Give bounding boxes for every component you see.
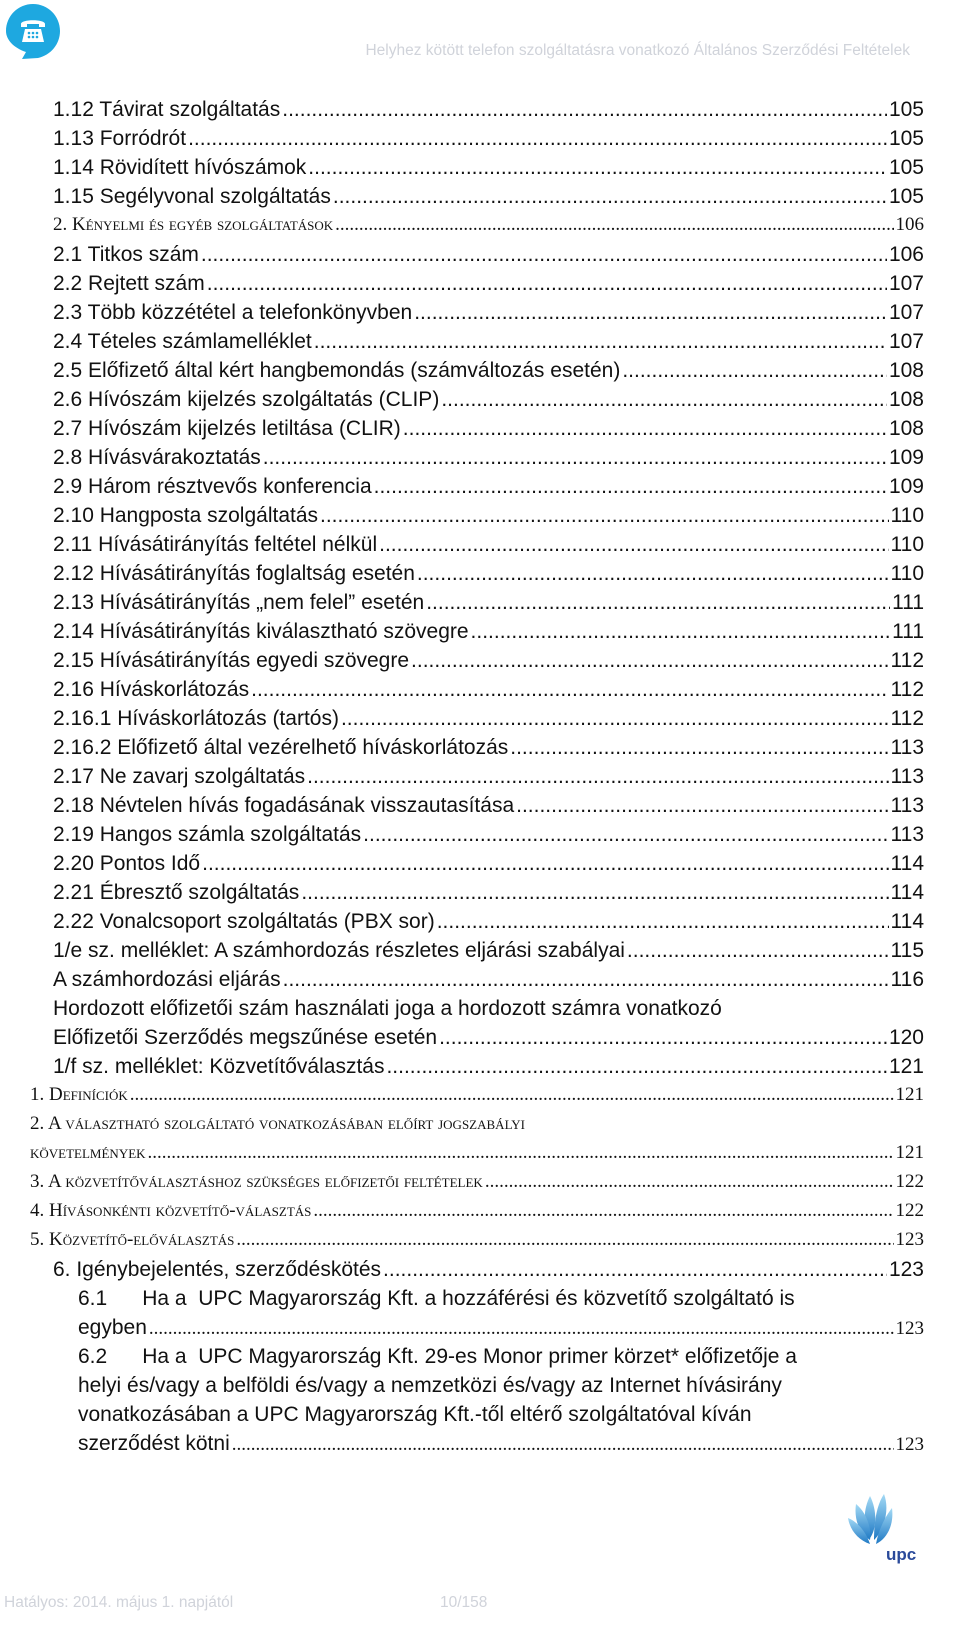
toc-row [0,678,960,707]
toc-entry[interactable]: 2.15 Hívásátirányítás egyedi szövegre ..... 112 [53,649,924,673]
toc-entry[interactable]: 2.12 Hívásátirányítás foglaltság esetén ..... 110 [53,562,924,586]
toc-row [0,98,960,127]
toc-entry[interactable]: 2.16.1 Híváskorlátozás (tartós) ..... 112 [53,707,924,731]
toc-entry[interactable]: 2.16 Híváskorlátozás ..... 112 [53,678,924,702]
toc-row [0,736,960,765]
table-of-contents [0,98,960,1461]
toc-entry[interactable]: 1/f sz. melléklet: Közvetítőválasztás ..... 121 [53,1055,924,1079]
footer-page-number: 10/158 [440,1594,488,1611]
toc-entry[interactable]: 1.14 Rövidített hívószámok ..... 105 [53,156,924,180]
toc-row [0,562,960,591]
toc-row [0,1287,960,1316]
toc-entry[interactable]: 2.6 Hívószám kijelzés szolgáltatás (CLIP) ..... 108 [53,388,924,412]
toc-entry[interactable]: 1.15 Segélyvonal szolgáltatás ..... 105 [53,185,924,209]
header-title: Helyhez kötött telefon szolgáltatásra vonatkozó Általános Szerződési Feltételek [365,42,910,59]
toc-row [0,417,960,446]
toc-entry[interactable]: 2.18 Névtelen hívás fogadásának visszautasítása ..... 113 [53,794,924,818]
toc-row [0,765,960,794]
toc-entry[interactable]: 2.20 Pontos Idő ..... 114 [53,852,924,876]
toc-row [0,359,960,388]
toc-row [0,475,960,504]
toc-entry[interactable]: szerződést kötni ..... 123 [78,1432,924,1456]
toc-row [0,591,960,620]
toc-entry[interactable]: 2.1 Titkos szám ..... 106 [53,243,924,267]
toc-row [0,707,960,736]
toc-row [0,127,960,156]
toc-row [0,1316,960,1345]
toc-row [0,939,960,968]
toc-entry[interactable]: 2.3 Több közzététel a telefonkönyvben ..... 107 [53,301,924,325]
toc-row [0,156,960,185]
toc-row [0,1258,960,1287]
toc-entry[interactable]: 2.19 Hangos számla szolgáltatás ..... 113 [53,823,924,847]
toc-entry[interactable]: 2.22 Vonalcsoport szolgáltatás (PBX sor) ..... 114 [53,910,924,934]
toc-row [0,1171,960,1200]
toc-entry[interactable]: 3. A közvetítőválasztáshoz szükséges előfizetői feltételek ..... 122 [30,1171,924,1193]
toc-entry[interactable]: 1.12 Távirat szolgáltatás ..... 105 [53,98,924,122]
footer-effective-date: Hatályos: 2014. május 1. napjától [4,1594,234,1611]
toc-row [0,1142,960,1171]
toc-row [0,504,960,533]
toc-entry[interactable]: egyben ..... 123 [78,1316,924,1340]
toc-row [0,997,960,1026]
toc-row [0,272,960,301]
toc-entry[interactable]: 5. Közvetítő-előválasztás ..... 123 [30,1229,924,1251]
toc-entry[interactable]: 2.10 Hangposta szolgáltatás ..... 110 [53,504,924,528]
toc-row [0,185,960,214]
toc-row [0,214,960,243]
toc-entry-line: 6.2 Ha a UPC Magyarország Kft. 29-es Monor primer körzet* előfizetője a [78,1345,797,1368]
toc-entry[interactable]: 2.13 Hívásátirányítás „nem felel” esetén ..... 111 [53,591,924,615]
toc-entry[interactable]: 2.4 Tételes számlamelléklet ..... 107 [53,330,924,354]
toc-entry[interactable]: 2.5 Előfizető által kért hangbemondás (számváltozás esetén) ..... 108 [53,359,924,383]
toc-row [0,1200,960,1229]
toc-entry-line: helyi és/vagy a belföldi és/vagy a nemzetközi és/vagy az Internet hívásirány [78,1374,782,1397]
toc-entry-line: 2. A választható szolgáltató vonatkozásában előírt jogszabályi [30,1113,525,1134]
toc-row [0,533,960,562]
toc-entry[interactable]: 2.9 Három résztvevős konferencia ..... 109 [53,475,924,499]
toc-entry[interactable]: 6. Igénybejelentés, szerződéskötés ..... 123 [53,1258,924,1282]
toc-row [0,649,960,678]
toc-entry[interactable]: 2.14 Hívásátirányítás kiválasztható szövegre ..... 111 [53,620,924,644]
toc-row [0,1113,960,1142]
toc-entry[interactable]: 4. Hívásonkénti közvetítő-választás ..... 122 [30,1200,924,1222]
toc-entry[interactable]: 2.17 Ne zavarj szolgáltatás ..... 113 [53,765,924,789]
toc-row [0,1345,960,1374]
toc-entry[interactable]: 2.16.2 Előfizető által vezérelhető híváskorlátozás ..... 113 [53,736,924,760]
toc-entry[interactable]: 2.11 Hívásátirányítás feltétel nélkül ..... 110 [53,533,924,557]
toc-row [0,301,960,330]
toc-row [0,881,960,910]
toc-row [0,1084,960,1113]
toc-entry[interactable]: 2.2 Rejtett szám ..... 107 [53,272,924,296]
toc-row [0,330,960,359]
toc-row [0,852,960,881]
toc-entry[interactable]: 2.7 Hívószám kijelzés letiltása (CLIR) ..... 108 [53,417,924,441]
toc-row [0,823,960,852]
toc-row [0,1026,960,1055]
toc-row [0,1432,960,1461]
phone-logo-icon [4,2,62,60]
svg-text:upc: upc [886,1545,917,1564]
toc-entry[interactable]: 2.8 Hívásvárakoztatás ..... 109 [53,446,924,470]
toc-row [0,388,960,417]
toc-row [0,1055,960,1084]
toc-row [0,446,960,475]
toc-row [0,968,960,997]
toc-row [0,1229,960,1258]
toc-entry[interactable]: követelmények ..... 121 [30,1142,924,1164]
toc-entry[interactable]: Előfizetői Szerződés megszűnése esetén ..... 120 [53,1026,924,1050]
upc-logo-icon [840,1488,930,1566]
toc-entry[interactable]: 1. Definíciók ..... 121 [30,1084,924,1106]
toc-row [0,620,960,649]
toc-entry[interactable]: 1.13 Forródrót ..... 105 [53,127,924,151]
toc-entry[interactable]: 2.21 Ébresztő szolgáltatás ..... 114 [53,881,924,905]
toc-row [0,794,960,823]
toc-row [0,243,960,272]
toc-row [0,1374,960,1403]
toc-entry-line: vonatkozásában a UPC Magyarország Kft.-től eltérő szolgáltatóval kíván [78,1403,752,1426]
toc-entry-line: Hordozott előfizetői szám használati joga a hordozott számra vonatkozó [53,997,722,1020]
toc-entry-line: 6.1 Ha a UPC Magyarország Kft. a hozzáférési és közvetítő szolgáltató is [78,1287,795,1310]
toc-row [0,1403,960,1432]
toc-entry[interactable]: A számhordozási eljárás ..... 116 [53,968,924,992]
toc-row [0,910,960,939]
toc-entry[interactable]: 2. Kényelmi és egyéb szolgáltatások ..... 106 [53,214,924,236]
toc-entry[interactable]: 1/e sz. melléklet: A számhordozás részletes eljárási szabályai ..... 115 [53,939,924,963]
